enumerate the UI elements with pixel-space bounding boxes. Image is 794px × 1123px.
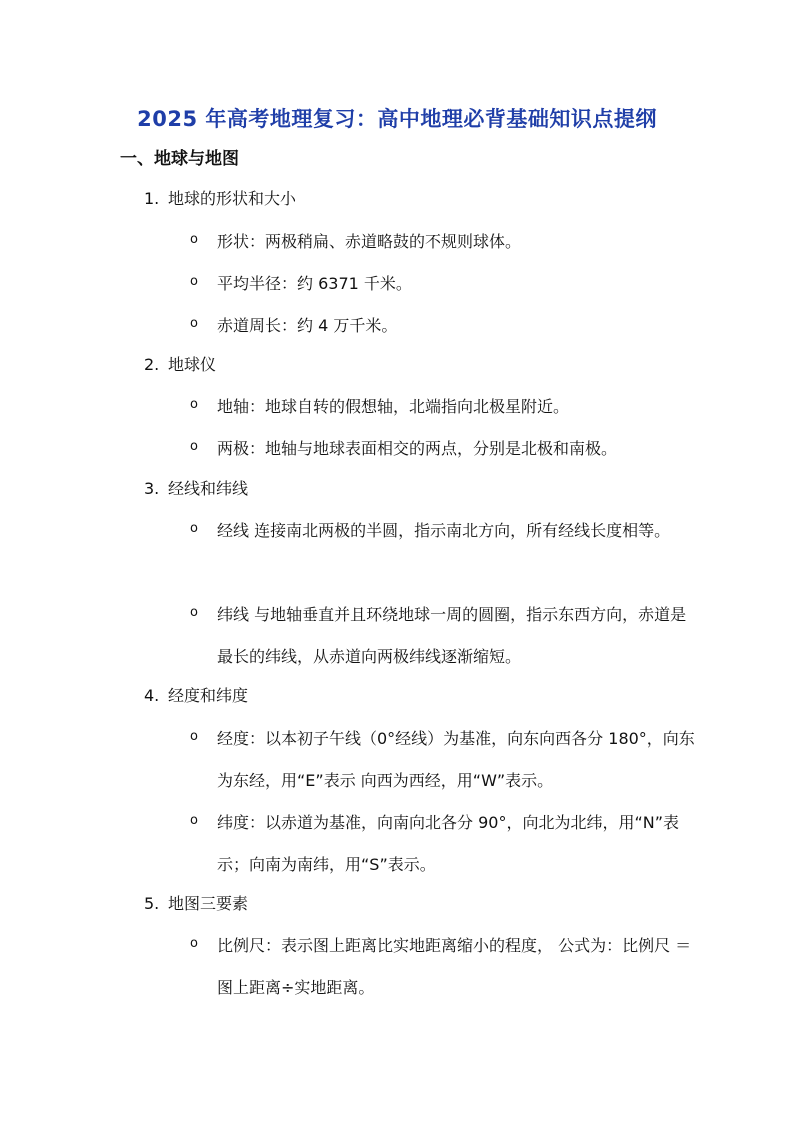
numbered-item-2 [144, 351, 216, 379]
item-heading: 经度和纬度 [168, 686, 249, 705]
bullet-item [190, 802, 700, 886]
item-heading: 地球仪 [168, 355, 217, 374]
numbered-item-3 [144, 475, 248, 503]
item-number: 1. [144, 189, 160, 208]
bullet-text: 经度：以本初子午线（0°经线）为基准，向东向西各分 180°，向东为东经，用“E”表示 向西为西经，用“W”表示。 [217, 729, 695, 790]
bullet-circle-icon: o [190, 605, 198, 620]
bullet-circle-icon: o [190, 729, 198, 744]
item-heading: 地球的形状和大小 [168, 189, 297, 208]
section-heading: 一、地球与地图 [120, 149, 239, 169]
bullet-text: 经线 连接南北两极的半圆，指示南北方向，所有经线长度相等。 [217, 521, 671, 540]
item-number: 4. [144, 686, 160, 705]
bullet-item [190, 594, 700, 678]
bullet-text: 平均半径：约 6371 千米。 [217, 274, 412, 293]
bullet-circle-icon: o [190, 232, 198, 247]
item-heading: 地图三要素 [168, 894, 249, 913]
bullet-circle-icon: o [190, 397, 198, 412]
bullet-text: 地轴：地球自转的假想轴，北端指向北极星附近。 [217, 397, 570, 416]
bullet-item [190, 386, 700, 428]
bullet-text: 纬线 与地轴垂直并且环绕地球一周的圆圈，指示东西方向，赤道是最长的纬线，从赤道向两极纬线逐渐缩短。 [217, 605, 687, 666]
item-number: 2. [144, 355, 160, 374]
bullet-text: 比例尺：表示图上距离比实地距离缩小的程度， 公式为：比例尺 ＝ 图上距离÷实地距离。 [217, 936, 692, 997]
numbered-item-1 [144, 185, 296, 213]
bullet-circle-icon: o [190, 316, 198, 331]
bullet-circle-icon: o [190, 439, 198, 454]
document-title: 2025 年高考地理复习：高中地理必背基础知识点提纲 [137, 107, 657, 131]
bullet-item [190, 510, 700, 552]
bullet-item [190, 428, 700, 470]
bullet-item [190, 925, 700, 1009]
item-heading: 经线和纬线 [168, 479, 249, 498]
bullet-text: 纬度：以赤道为基准，向南向北各分 90°，向北为北纬，用“N”表示；向南为南纬，用“S”表示。 [217, 813, 679, 874]
bullet-item [190, 718, 700, 802]
numbered-item-4 [144, 682, 248, 710]
bullet-circle-icon: o [190, 274, 198, 289]
item-number: 3. [144, 479, 160, 498]
bullet-text: 赤道周长：约 4 万千米。 [217, 316, 398, 335]
bullet-circle-icon: o [190, 813, 198, 828]
bullet-circle-icon: o [190, 936, 198, 951]
bullet-text: 两极：地轴与地球表面相交的两点，分别是北极和南极。 [217, 439, 618, 458]
bullet-item [190, 305, 700, 347]
bullet-text: 形状：两极稍扁、赤道略鼓的不规则球体。 [217, 232, 522, 251]
item-number: 5. [144, 894, 160, 913]
numbered-item-5 [144, 890, 248, 918]
bullet-item [190, 221, 700, 263]
bullet-item [190, 263, 700, 305]
bullet-circle-icon: o [190, 521, 198, 536]
